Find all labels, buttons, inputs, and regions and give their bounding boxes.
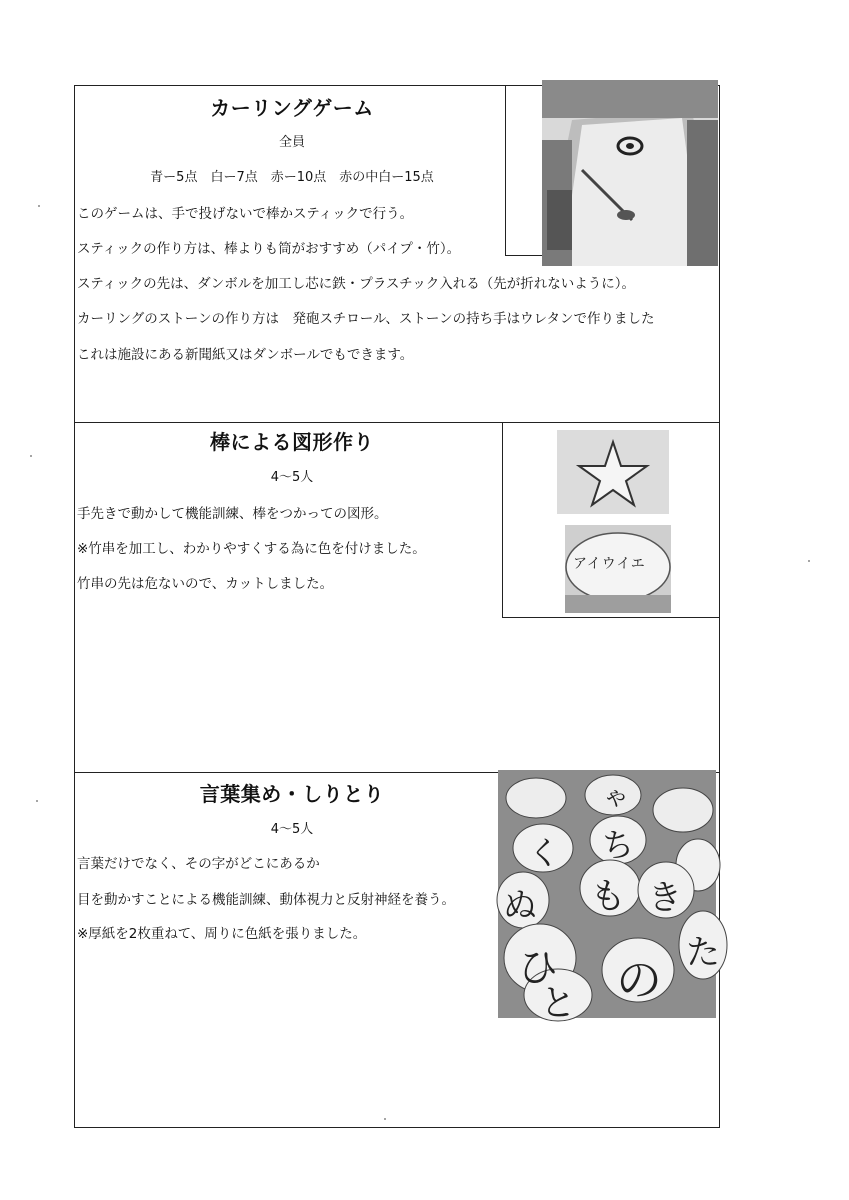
text-line: ※厚紙を2枚重ねて、周りに色紙を張りました。: [77, 926, 367, 942]
card-char: き: [648, 878, 682, 918]
participants: 全員: [278, 135, 306, 150]
section-title: 棒による図形作り: [210, 430, 374, 454]
katakana-label: アイウイエ: [573, 556, 646, 572]
scan-speck: [808, 560, 810, 562]
card-char: た: [686, 933, 720, 973]
text-line: スティックの作り方は、棒よりも筒がおすすめ（パイプ・竹）。: [77, 241, 461, 257]
text-line: カーリングのストーンの作り方は 発砲スチロール、ストーンの持ち手はウレタンで作りました: [77, 311, 655, 327]
card-char: ゃ: [603, 782, 630, 812]
section-title: カーリングゲーム: [210, 96, 374, 120]
scan-speck: [38, 205, 40, 207]
katakana-photo: [565, 525, 671, 613]
card-char: と: [540, 983, 577, 1024]
card-char: の: [616, 953, 662, 1007]
card-char: ひ: [518, 945, 558, 991]
text-line: ※竹串を加工し、わかりやすくする為に色を付けました。: [77, 541, 426, 557]
hiragana-cards-photo: [498, 770, 720, 1024]
photo-frame-bottom: [505, 255, 543, 256]
text-line: 手先きで動かして機能訓練、棒をつかっての図形。: [77, 506, 388, 522]
text-line: 目を動かすことによる機能訓練、動体視力と反射神経を養う。: [77, 892, 455, 908]
card-char: も: [590, 876, 627, 917]
text-line: 竹串の先は危ないので、カットしました。: [77, 576, 334, 592]
scan-speck: [36, 800, 38, 802]
photo-frame-left: [505, 85, 506, 255]
section-title: 言葉集め・しりとり: [199, 782, 385, 806]
section-divider-1: [74, 422, 720, 423]
curling-photo: [542, 80, 718, 266]
card-char: ち: [602, 826, 635, 864]
photo-frame-bottom: [502, 617, 720, 618]
participants: 4～5人: [270, 470, 314, 485]
participants: 4～5人: [270, 822, 314, 837]
scan-speck: [384, 1118, 386, 1120]
text-line: スティックの先は、ダンボルを加工し芯に鉄・プラスチック入れる（先が折れないように）。: [77, 276, 635, 292]
card-char: く: [528, 834, 561, 872]
star-photo: [557, 430, 669, 514]
photo-frame-left: [502, 422, 503, 618]
text-line: このゲームは、手で投げないで棒かスティックで行う。: [77, 206, 414, 222]
text-line: これは施設にある新聞紙又はダンボールでもできます。: [77, 347, 414, 363]
scan-speck: [30, 455, 32, 457]
text-line: 言葉だけでなく、その字がどこにあるか: [77, 856, 320, 872]
score-line: 青ー5点 白ー7点 赤ー10点 赤の中白ー15点: [150, 170, 434, 185]
card-char: ぬ: [503, 886, 537, 926]
